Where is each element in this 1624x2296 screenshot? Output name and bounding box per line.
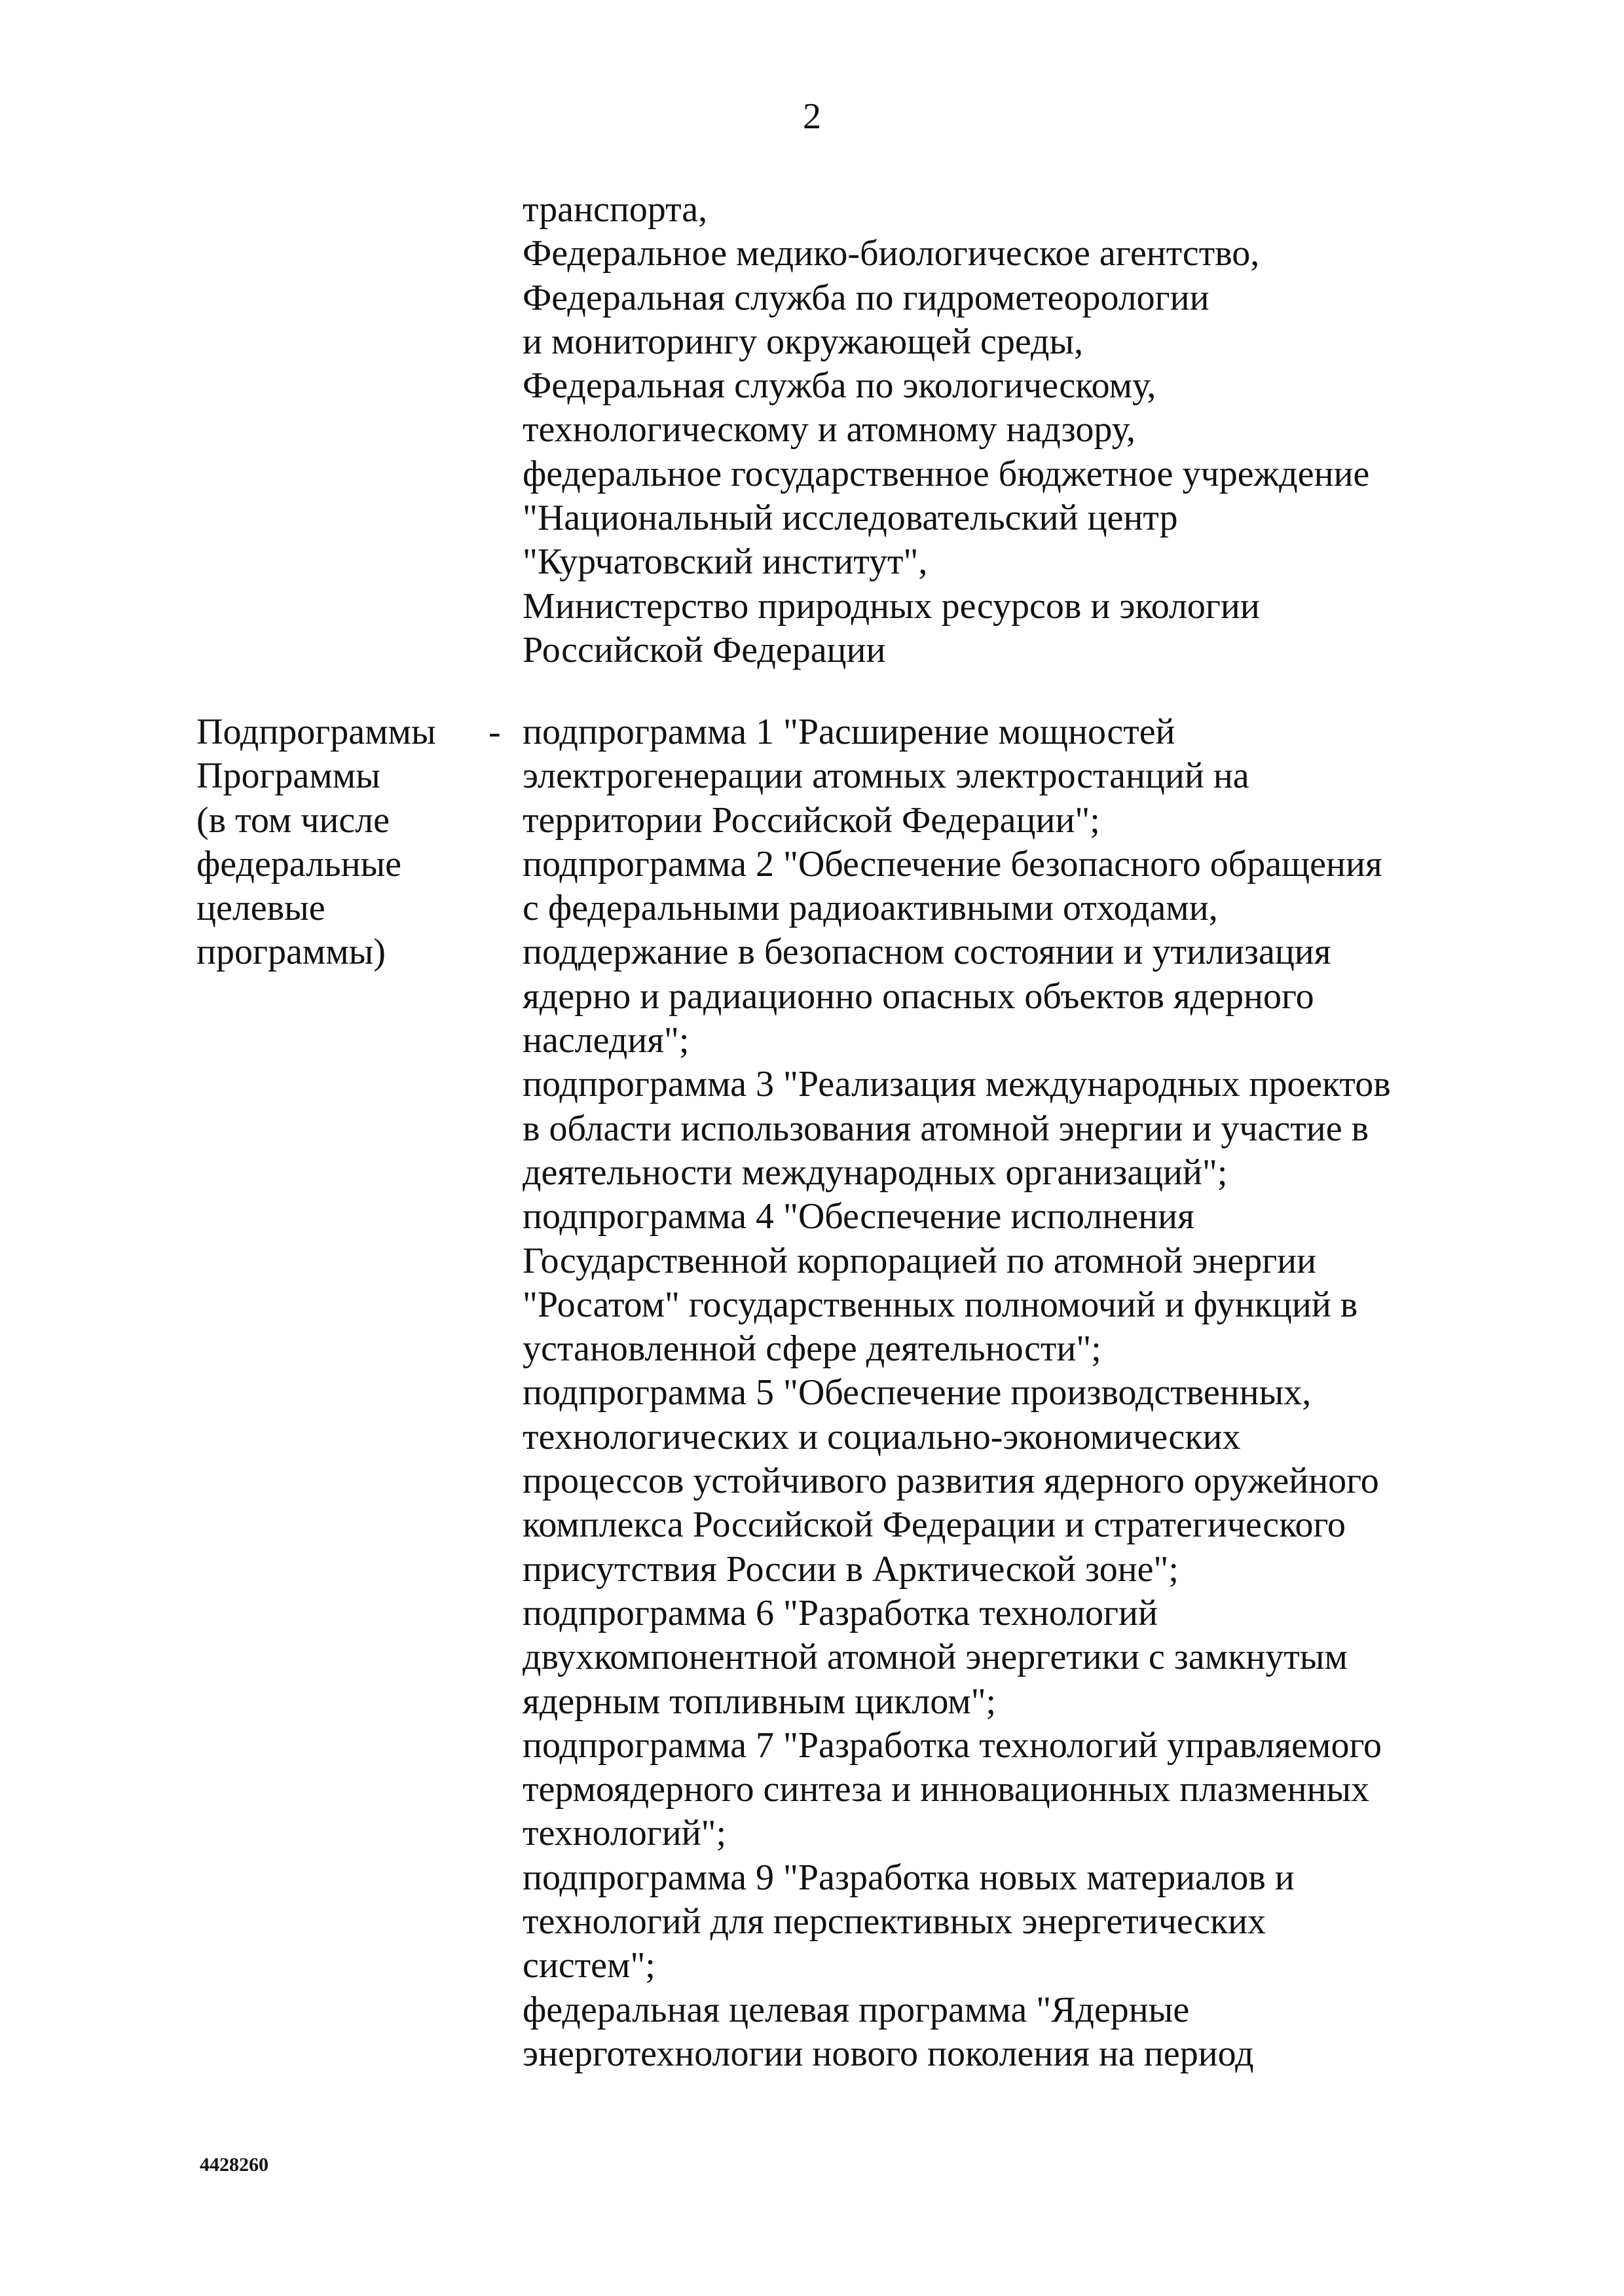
subprograms-list [523,710,1459,2076]
agency-line: технологическому и атомному надзору, [523,409,1135,450]
agency-line: Федеральная служба по экологическому, [523,365,1156,407]
subprograms-label [196,710,485,975]
subprogram-line: установленной сфере деятельности"; [523,1328,1101,1370]
subprogram-line: двухкомпонентной атомной энергетики с замкнутым [523,1637,1348,1678]
label-line: (в том числе [196,799,390,841]
agency-line: "Национальный исследовательский центр [523,498,1178,539]
subprogram-line: термоядерного синтеза и инновационных плазменных [523,1769,1370,1810]
agency-line: Федеральная служба по гидрометеорологии [523,277,1209,318]
subprogram-line: ядерным топливным циклом"; [523,1681,997,1722]
separator-dash: - [489,712,501,752]
subprogram-line: подпрограмма 9 "Разработка новых материалов и [523,1857,1295,1898]
label-line: Подпрограммы [196,712,436,752]
subprogram-line: подпрограмма 2 "Обеспечение безопасного обращения [523,843,1382,884]
subprogram-line: "Росатом" государственных полномочий и функций в [523,1284,1358,1325]
subprogram-line: в области использования атомной энергии и участие в [523,1108,1369,1149]
subprogram-line: технологий"; [523,1813,727,1854]
subprogram-line: с федеральными радиоактивными отходами, [523,888,1218,929]
subprogram-line: технологий для перспективных энергетических [523,1901,1266,1942]
subprogram-line: энерготехнологии нового поколения на период [523,2033,1254,2074]
subprogram-line: ядерно и радиационно опасных объектов ядерного [523,975,1314,1017]
subprogram-line: наследия"; [523,1020,690,1061]
subprogram-line: комплекса Российской Федерации и стратегического [523,1504,1346,1546]
subprogram-line: федеральная целевая программа "Ядерные [523,1989,1190,2030]
label-line: целевые [196,888,325,929]
subprogram-line: процессов устойчивого развития ядерного оружейного [523,1461,1379,1502]
subprogram-line: подпрограмма 7 "Разработка технологий управляемого [523,1724,1382,1766]
subprogram-line: технологических и социально-экономических [523,1416,1241,1457]
agency-line: и мониторингу окружающей среды, [523,321,1084,362]
label-line: Программы [196,756,380,797]
subprogram-line: территории Российской Федерации"; [523,799,1100,841]
subprogram-line: поддержание в безопасном состоянии и утилизация [523,932,1331,973]
label-line: федеральные [196,843,402,884]
subprogram-line: деятельности международных организаций"; [523,1152,1228,1193]
agency-line: "Курчатовский институт", [523,541,928,583]
subprogram-line: подпрограмма 1 "Расширение мощностей [523,712,1175,752]
subprogram-line: Государственной корпорацией по атомной энергии [523,1240,1317,1281]
responsible-agencies-text [523,188,1459,672]
subprogram-line: подпрограмма 5 "Обеспечение производственных, [523,1372,1312,1413]
agency-line: Российской Федерации [523,629,886,670]
agency-line: Министерство природных ресурсов и экологии [523,585,1260,627]
subprogram-line: электрогенерации атомных электростанций на [523,756,1249,797]
subprogram-line: присутствия России в Арктической зоне"; [523,1548,1179,1590]
page-number: 2 [803,96,821,137]
agency-line: федеральное государственное бюджетное учреждение [523,453,1370,494]
subprogram-line: подпрограмма 3 "Реализация международных проектов [523,1064,1391,1105]
subprogram-line: систем"; [523,1945,655,1986]
subprogram-line: подпрограмма 6 "Разработка технологий [523,1592,1158,1633]
label-line: программы) [196,932,386,973]
document-code: 4428260 [200,2154,268,2176]
agency-line: Федеральное медико-биологическое агентство, [523,233,1260,274]
subprogram-line: подпрограмма 4 "Обеспечение исполнения [523,1196,1194,1237]
agency-line: транспорта, [523,189,708,230]
